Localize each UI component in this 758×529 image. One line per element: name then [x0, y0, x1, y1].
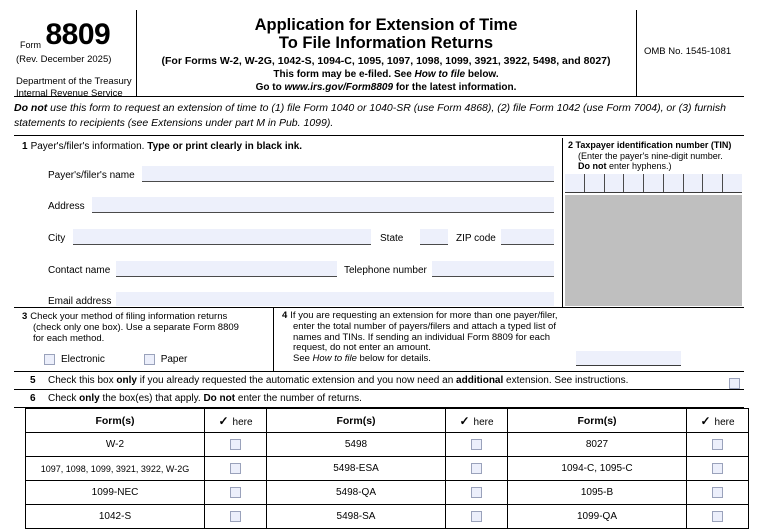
line-2-tin — [563, 138, 744, 308]
form-checkbox-cell[interactable] — [687, 481, 749, 505]
line-4-text — [282, 311, 572, 365]
form-label-cell: 5498 — [267, 433, 446, 457]
forms-table-body — [26, 433, 749, 529]
header-check-col-3 — [687, 409, 749, 433]
header-check-col-2 — [446, 409, 508, 433]
line-4-number: 4 — [282, 310, 288, 321]
line-3-text-3: for each method. — [33, 333, 105, 344]
tin-digit-cell[interactable] — [644, 174, 664, 192]
form-checkbox[interactable] — [471, 439, 482, 450]
form-checkbox[interactable] — [471, 463, 482, 474]
table-row — [26, 481, 749, 505]
form-checkbox-cell[interactable] — [205, 481, 267, 505]
form-label-cell: 5498-QA — [267, 481, 446, 505]
line-4-text-3: names and TINs. If sending an individual Form 8809 for each — [293, 331, 550, 343]
check-mark-icon: ✓ — [459, 413, 470, 428]
paper-label: Paper — [160, 354, 188, 365]
notice-body: use this form to request an extension of time to (1) file Form 1040 or 1040-SR (use Form 4868), (2) file Form 1042 (use Form 7004), or (3) furnish statements to recipients (see Extensions under part M in Pub. 1099). — [14, 102, 726, 129]
form-title-line-1: Application for Extension of Time — [254, 16, 518, 34]
line-3-options — [44, 354, 223, 365]
address-label: Address — [48, 201, 85, 212]
issuing-agency — [16, 76, 132, 99]
line-5-number: 5 — [30, 375, 36, 386]
form-title-line-2: To File Information Returns — [278, 34, 494, 52]
form-identifier — [20, 20, 110, 50]
form-label-cell: W-2 — [26, 433, 205, 457]
form-checkbox[interactable] — [712, 463, 723, 474]
form-number: 8809 — [45, 18, 111, 51]
form-label-cell: 1042-S — [26, 505, 205, 529]
tin-input[interactable] — [565, 174, 742, 193]
form-checkbox[interactable] — [712, 439, 723, 450]
line-6-text — [48, 393, 362, 404]
header-check-col-1 — [205, 409, 267, 433]
form-checkbox[interactable] — [230, 487, 241, 498]
line-6-part-3: enter the number of returns. — [235, 393, 362, 404]
form-checkbox-cell[interactable] — [446, 481, 508, 505]
address-input[interactable] — [92, 197, 554, 213]
contact-name-label: Contact name — [48, 265, 111, 276]
forms-selection-table — [25, 408, 749, 529]
line-3-text — [22, 311, 267, 344]
masthead — [14, 10, 744, 97]
masthead-left — [14, 10, 137, 99]
form-label-cell: 5498-SA — [267, 505, 446, 529]
form-checkbox-cell[interactable] — [446, 457, 508, 481]
line-3-text-1: Check your method of filing information returns — [30, 311, 228, 322]
form-label-cell: 1099-QA — [508, 505, 687, 529]
line-5-part-2: if you already requested the automatic extension and you now need an — [136, 375, 457, 386]
tin-digit-cell[interactable] — [723, 174, 742, 192]
line-1-number: 1 — [22, 141, 28, 152]
forms-table-header-row — [26, 409, 749, 433]
line-6-part-2: the box(es) that apply. — [99, 393, 204, 404]
form-checkbox[interactable] — [230, 463, 241, 474]
form-checkbox-cell[interactable] — [446, 433, 508, 457]
form-checkbox-cell[interactable] — [205, 505, 267, 529]
line-5-part-3: extension. See instructions. — [503, 375, 629, 386]
electronic-option[interactable] — [44, 354, 105, 365]
form-checkbox-cell[interactable] — [205, 433, 267, 457]
tin-digit-cell[interactable] — [605, 174, 625, 192]
email-label: Email address — [48, 296, 112, 307]
line-5-additional-extension — [14, 372, 744, 390]
line-6-part-1: Check — [48, 393, 80, 404]
tin-digit-cell[interactable] — [624, 174, 644, 192]
form-checkbox[interactable] — [230, 439, 241, 450]
line-6-number: 6 — [30, 393, 36, 404]
form-checkbox-cell[interactable] — [205, 457, 267, 481]
city-input[interactable] — [73, 229, 371, 245]
masthead-center — [136, 10, 637, 96]
shaded-irs-use-block — [565, 195, 742, 306]
tin-digit-cell[interactable] — [703, 174, 723, 192]
city-label: City — [48, 233, 66, 244]
table-row — [26, 433, 749, 457]
efile-note-italic: How to file — [414, 69, 466, 80]
line-5-bold-2: additional — [456, 375, 504, 386]
line-4-multiple-payers — [274, 308, 744, 372]
form-label-cell: 1094-C, 1095-C — [508, 457, 687, 481]
applicable-forms-subtitle: (For Forms W-2, W-2G, 1042-S, 1094-C, 1095, 1097, 1098, 1099, 3921, 3922, 5498, and 8027) — [161, 55, 611, 67]
form-checkbox-cell[interactable] — [687, 433, 749, 457]
header-forms-col-3: Form(s) — [508, 409, 687, 433]
website-note — [136, 82, 636, 95]
tin-digit-cell[interactable] — [565, 174, 585, 192]
form-checkbox[interactable] — [471, 487, 482, 498]
form-word: Form — [20, 40, 41, 50]
form-checkbox[interactable] — [712, 487, 723, 498]
efile-note-prefix: This form may be e-filed. See — [273, 69, 415, 80]
line-2-title: Taxpayer identification number (TIN) — [575, 140, 732, 150]
form-label-cell: 1095-B — [508, 481, 687, 505]
state-label: State — [380, 233, 404, 244]
line-4-text-5-suffix: below for details. — [356, 353, 431, 365]
line-6-bold-2: Do not — [203, 393, 236, 404]
masthead-right — [636, 10, 744, 96]
line-4-text-5-prefix: See — [293, 353, 313, 365]
telephone-label: Telephone number — [344, 265, 427, 276]
form-checkbox-cell[interactable] — [687, 457, 749, 481]
notice-bold-lead: Do not — [14, 102, 48, 114]
line-1-heading-normal: Payer's/filer's information. — [30, 141, 148, 152]
line-5-part-1: Check this box — [48, 375, 117, 386]
electronic-label: Electronic — [61, 354, 105, 365]
email-input[interactable] — [116, 292, 554, 306]
payer-name-input[interactable] — [142, 166, 554, 182]
line-4-text-2: enter the total number of payers/filers and attach a typed list of — [293, 320, 556, 332]
state-input[interactable] — [420, 229, 448, 245]
table-row — [26, 505, 749, 529]
header-check-label-1: here — [232, 416, 253, 428]
line-5-bold-1: only — [116, 375, 137, 386]
zip-label: ZIP code — [456, 233, 496, 244]
contact-name-input[interactable] — [116, 261, 337, 277]
telephone-input[interactable] — [432, 261, 554, 277]
line-4-text-1: If you are requesting an extension for more than one payer/filer, — [290, 310, 558, 321]
form-checkbox[interactable] — [230, 511, 241, 522]
line-5-text — [48, 375, 628, 386]
department-line-1: Department of the Treasury — [16, 76, 132, 87]
tin-digit-cell[interactable] — [664, 174, 684, 192]
department-line-2: Internal Revenue Service — [16, 87, 123, 99]
line-3-number: 3 — [22, 311, 28, 322]
zip-input[interactable] — [501, 229, 554, 245]
line-4-count-input[interactable] — [576, 351, 681, 366]
header-forms-col-2: Form(s) — [267, 409, 446, 433]
line-6-bold-1: only — [79, 393, 100, 404]
line-2-sub-2-rest: enter hyphens.) — [606, 161, 672, 171]
efile-note-suffix: below. — [465, 69, 499, 80]
paper-option[interactable] — [144, 354, 188, 365]
form-checkbox[interactable] — [471, 511, 482, 522]
form-revision: (Rev. December 2025) — [16, 54, 112, 65]
header-forms-col-1: Form(s) — [26, 409, 205, 433]
form-checkbox[interactable] — [712, 511, 723, 522]
line-3-filing-method — [14, 308, 274, 372]
check-mark-icon: ✓ — [700, 413, 711, 428]
payer-name-label: Payer's/filer's name — [48, 170, 135, 181]
line-1-heading-bold: Type or print clearly in black ink. — [147, 141, 303, 152]
form-checkbox-cell[interactable] — [687, 505, 749, 529]
line-6-forms-instruction — [14, 390, 744, 408]
form-label-cell: 8027 — [508, 433, 687, 457]
website-note-suffix: for the latest information. — [393, 81, 517, 93]
website-note-prefix: Go to — [255, 81, 285, 93]
header-check-label-2: here — [473, 416, 494, 428]
omb-number: OMB No. 1545-1081 — [644, 46, 732, 57]
line-2-heading — [568, 140, 744, 172]
line-2-number: 2 — [568, 140, 574, 150]
do-not-use-notice — [14, 98, 744, 136]
form-checkbox-cell[interactable] — [446, 505, 508, 529]
table-row — [26, 457, 749, 481]
line-3-text-2: (check only one box). Use a separate Form 8809 — [33, 322, 239, 333]
irs-url-link[interactable]: www.irs.gov/Form8809 — [284, 81, 394, 93]
line-4-text-4: request, do not enter an amount. — [293, 342, 431, 354]
line-4-text-5-italic: How to file — [312, 353, 357, 365]
line-2-sub-2-bold: Do not — [578, 161, 607, 171]
additional-extension-checkbox[interactable] — [729, 378, 740, 389]
tin-digit-cell[interactable] — [585, 174, 605, 192]
line-2-sub-1: (Enter the payer's nine-digit number. — [578, 150, 723, 161]
efile-note — [136, 69, 636, 82]
form-label-cell: 1099-NEC — [26, 481, 205, 505]
paper-checkbox[interactable] — [144, 354, 155, 365]
electronic-checkbox[interactable] — [44, 354, 55, 365]
header-check-label-3: here — [714, 416, 735, 428]
form-label-cell: 5498-ESA — [267, 457, 446, 481]
form-label-cell: 1097, 1098, 1099, 3921, 3922, W-2G — [26, 457, 205, 481]
line-1-heading — [22, 141, 302, 152]
check-mark-icon: ✓ — [218, 413, 229, 428]
line-1-payer-information — [14, 138, 563, 308]
tin-digit-cell[interactable] — [684, 174, 704, 192]
